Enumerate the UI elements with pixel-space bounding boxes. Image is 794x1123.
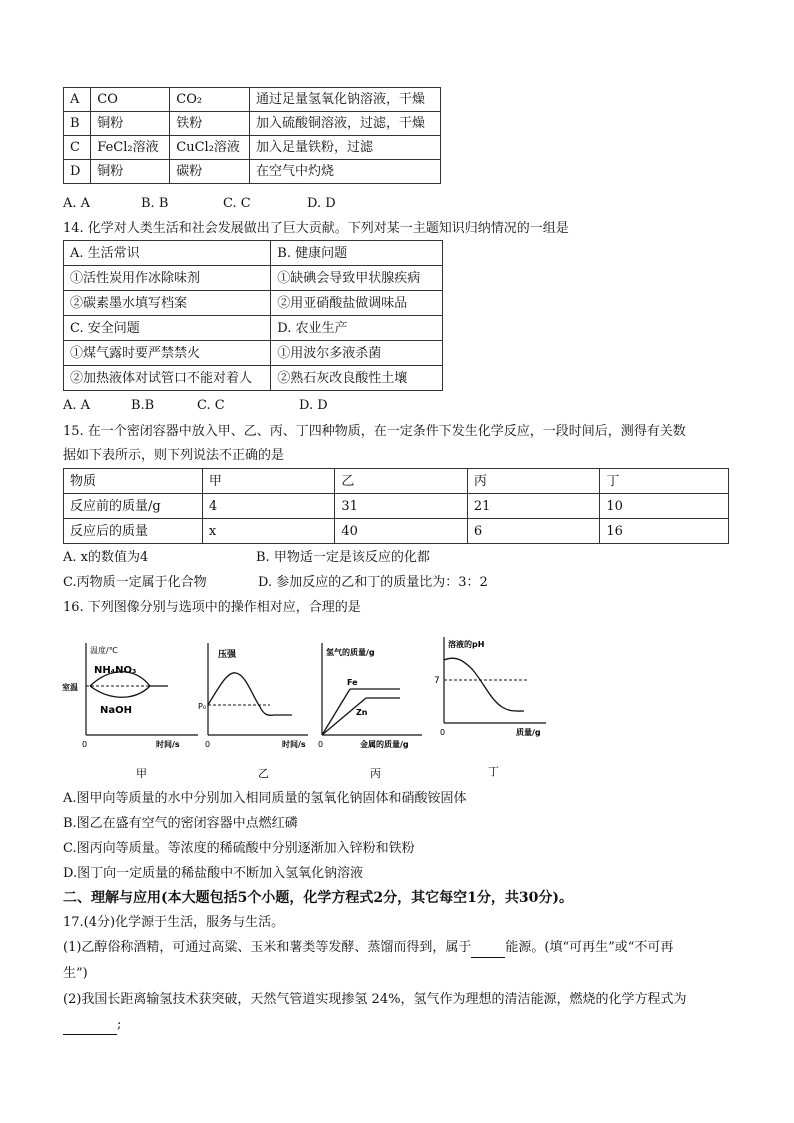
q15-table [63, 468, 729, 544]
q15-table-cell: 4 [202, 494, 335, 519]
q15-stem-line2: 据如下表所示，则下列说法不正确的是 [63, 448, 285, 463]
q15-table-cell: 甲 [202, 469, 335, 494]
q14-table-cell: A. 生活常识 [64, 241, 271, 266]
graph-yi [198, 643, 308, 780]
q13-table-cell: 加入硫酸铜溶液，过滤，干燥 [249, 112, 440, 136]
q14-options [63, 397, 328, 415]
q16-option-a: A.图甲向等质量的水中分别加入相同质量的氢氧化钠固体和硝酸铵固体 [63, 791, 467, 806]
q14-table-row [64, 341, 443, 366]
q16-stem: 16. 下列图像分别与选项中的操作相对应，合理的是 [63, 600, 361, 615]
graph-ding-origin: 0 [440, 728, 446, 737]
graph-jia-xlabel: 时间/s [156, 740, 180, 749]
q14-table-cell: B. 健康问题 [271, 241, 443, 266]
q17-part2-end: ; [117, 1017, 122, 1032]
q13-table-cell: CO₂ [170, 88, 250, 112]
q13-table-cell: 铜粉 [91, 160, 170, 184]
q13-table-cell: 通过足量氢氧化钠溶液，干燥 [249, 88, 440, 112]
q15-table-cell: 31 [335, 494, 468, 519]
q15-table-cell: 16 [600, 519, 729, 544]
graph-jia-bottom-label: NaOH [100, 705, 132, 716]
graph-jia-room-label: 室温 [62, 683, 78, 692]
graph-ding-ylabel: 溶液的pH [448, 640, 485, 649]
graph-bing-caption: 丙 [370, 767, 381, 780]
q15-table-cell: 10 [600, 494, 729, 519]
graph-jia-caption: 甲 [136, 767, 147, 780]
q15-stem-line1: 15. 在一个密闭容器中放入甲、乙、丙、丁四种物质，在一定条件下发生化学反应，一段时间后，测得有关数 [63, 424, 686, 439]
q13-table-cell: 在空气中灼烧 [249, 160, 440, 184]
q15-option-a: A. x的数值为4 [63, 550, 149, 565]
q13-table-row [64, 88, 441, 112]
q13-table-cell: A [64, 88, 91, 112]
q14-table-row [64, 241, 443, 266]
q14-table-cell: ①缺碘会导致甲状腺疾病 [271, 266, 443, 291]
q14-table-row [64, 291, 443, 316]
q13-table-cell: CO [91, 88, 170, 112]
q14-option-a: A. A [63, 398, 91, 413]
q16-option-b: B.图乙在盛有空气的密闭容器中点燃红磷 [63, 816, 298, 831]
q14-table-cell: ①活性炭用作冰除味剂 [64, 266, 271, 291]
q17-stem: 17.(4分)化学源于生活，服务与生活。 [63, 915, 285, 930]
q17-blank-2[interactable] [63, 1016, 117, 1035]
q13-option-b: B. B [141, 196, 169, 211]
q17-part2-answer [63, 1016, 121, 1035]
q14-table [63, 240, 443, 391]
q13-table-cell: 铜粉 [91, 112, 170, 136]
q13-table [63, 87, 441, 184]
q14-table-cell: C. 安全问题 [64, 316, 271, 341]
q15-table-cell: 反应后的质量 [64, 519, 203, 544]
q15-table-cell: 21 [467, 494, 600, 519]
q13-option-d: D. D [307, 196, 336, 211]
q14-table-row [64, 266, 443, 291]
graph-yi-origin: 0 [205, 740, 211, 749]
q14-table-row [64, 316, 443, 341]
q13-table-cell: D [64, 160, 91, 184]
q13-table-row [64, 112, 441, 136]
q15-table-row [64, 494, 729, 519]
q14-stem: 14. 化学对人类生活和社会发展做出了巨大贡献。下列对某一主题知识归纳情况的一组是 [63, 221, 569, 236]
q17-part1-cont: 生”) [63, 966, 88, 981]
graph-yi-ylabel: 压强 [218, 650, 237, 660]
q13-table-cell: B [64, 112, 91, 136]
graph-bing-xlabel: 金属的质量/g [360, 740, 409, 749]
graph-ding-caption: 丁 [488, 765, 499, 778]
q16-option-c: C.图丙向等质量。等浓度的稀硫酸中分别逐渐加入锌粉和铁粉 [63, 841, 415, 856]
graph-yi-caption: 乙 [258, 767, 269, 780]
q13-table-cell: FeCl₂溶液 [91, 136, 170, 160]
graph-bing [318, 643, 422, 780]
q15-option-b: B. 甲物适一定是该反应的化都 [256, 550, 430, 565]
q14-option-d: D. D [299, 398, 328, 413]
graph-ding [434, 637, 546, 778]
graph-jia-origin: 0 [82, 740, 88, 749]
graph-bing-ylabel: 氢气的质量/g [326, 648, 375, 657]
q13-options [63, 195, 336, 213]
q14-table-cell: ①用波尔多液杀菌 [271, 341, 443, 366]
q17-part1-text-a: (1)乙醇俗称酒精，可通过高粱、玉米和薯类等发酵、蒸馏而得到，属于 [63, 940, 472, 955]
q13-table-cell: 铁粉 [170, 112, 250, 136]
q17-blank-1[interactable] [471, 939, 505, 958]
q17-part1-text-b: 能源。(填“可再生”或“不可再 [505, 940, 674, 955]
q16-option-d: D.图丁向一定质量的稀盐酸中不断加入氢氧化钠溶液 [63, 866, 364, 881]
section2-heading: 二、理解与应用(本大题包括5个小题，化学方程式2分，其它每空1分，共30分)。 [63, 890, 573, 906]
q15-table-cell: 40 [335, 519, 468, 544]
q14-table-cell: ①煤气露时要严禁禁火 [64, 341, 271, 366]
q17-part2: (2)我国长距离输氢技术获突破，天然气管道实现掺氢 24%，氢气作为理想的清洁能源，燃烧的化学方程式为 [63, 992, 687, 1007]
graph-bing-zn-label: Zn [356, 708, 368, 717]
q15-option-d: D. 参加反应的乙和丁的质量比为：3：2 [258, 575, 488, 590]
graph-ding-xlabel: 质量/g [516, 728, 541, 737]
q15-table-row [64, 519, 729, 544]
graph-bing-fe-label: Fe [347, 678, 358, 687]
graph-yi-xlabel: 时间/s [282, 740, 306, 749]
graph-ding-seven: 7 [434, 676, 440, 686]
q14-option-b: B.B [131, 398, 155, 413]
q13-table-row [64, 136, 441, 160]
q13-option-c: C. C [223, 196, 251, 211]
q14-table-cell: ②用亚硝酸盐做调味品 [271, 291, 443, 316]
q15-table-cell: 反应前的质量/g [64, 494, 203, 519]
q13-table-cell: C [64, 136, 91, 160]
q15-table-cell: 乙 [335, 469, 468, 494]
graph-jia-ylabel: 温度/℃ [90, 646, 118, 655]
graph-jia-top-label: NH₄NO₃ [94, 665, 137, 676]
q14-table-row [64, 366, 443, 391]
q14-table-cell: ②熟石灰改良酸性土壤 [271, 366, 443, 391]
graph-bing-origin: 0 [318, 740, 324, 749]
q17-part1 [63, 939, 673, 958]
q15-table-row [64, 469, 729, 494]
q15-table-cell: x [202, 519, 335, 544]
q14-table-cell: D. 农业生产 [271, 316, 443, 341]
graph-yi-p0: P₀ [198, 702, 207, 711]
q16-graphs [60, 625, 560, 785]
q13-option-a: A. A [63, 196, 91, 211]
graph-jia [62, 643, 198, 780]
q13-table-cell: 碳粉 [170, 160, 250, 184]
q14-table-cell: ②碳素墨水填写档案 [64, 291, 271, 316]
q15-option-c: C.丙物质一定属于化合物 [63, 575, 207, 590]
q14-table-cell: ②加热液体对试管口不能对着人 [64, 366, 271, 391]
q15-table-cell: 丁 [600, 469, 729, 494]
q13-table-row [64, 160, 441, 184]
q15-table-cell: 丙 [467, 469, 600, 494]
q15-table-cell: 物质 [64, 469, 203, 494]
q13-table-cell: 加入足量铁粉，过滤 [249, 136, 440, 160]
q15-table-cell: 6 [467, 519, 600, 544]
q14-option-c: C. C [197, 398, 225, 413]
q13-table-cell: CuCl₂溶液 [170, 136, 250, 160]
